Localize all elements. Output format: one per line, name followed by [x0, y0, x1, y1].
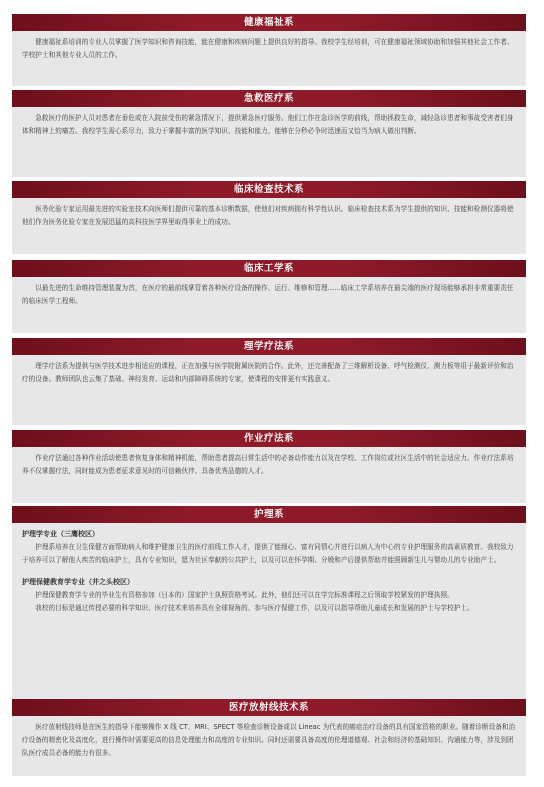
section-title: 临床工学系: [12, 260, 526, 277]
section-clinical-engineering: [12, 260, 526, 333]
section-body: [12, 277, 526, 333]
subsection-title: 护理学专业（三鹰校区）: [22, 530, 99, 538]
section-title: 临床检查技术系: [12, 181, 526, 198]
paragraph: 健康福祉系培训的专业人员掌握了医学知识和咨询技能，能在健康和疾病问题上提供良好的指导。我校学生经培训，可在健康福祉领域协助和加强其他社会工作者、学校护士和其他专业人员的工作。: [22, 38, 514, 59]
paragraph: 以最先进的生命维持管理装置为首，在医疗的最前线掌管着各种医疗设备的操作、运行、维修和管理……临床工学系培养在最尖端的医疗现场能够承担非常重要责任的临床医学工程师。: [22, 284, 514, 305]
section-nursing: [12, 506, 526, 699]
section-health-welfare: [12, 14, 526, 86]
section-body: [12, 31, 526, 86]
section-emergency-medical: [12, 90, 526, 177]
section-title: 健康福祉系: [12, 14, 526, 31]
section-clinical-lab: [12, 181, 526, 254]
section-title: 理学疗法系: [12, 338, 526, 355]
spacer: [22, 567, 516, 576]
section-radiology: [12, 699, 526, 776]
paragraph: 我校的目标是通过传授必要的科学知识、医疗技术来培养具有全球视角的、参与医疗保健工作，以及可以指导帮助儿童成长和发展的护士与学校护士。: [35, 604, 474, 612]
section-body: [12, 447, 526, 503]
section-title: 急救医疗系: [12, 90, 526, 107]
section-title: 医疗放射线技术系: [12, 699, 526, 716]
section-physical-therapy: [12, 338, 526, 425]
section-body: [12, 198, 526, 254]
paragraph: 作业疗法通过各种作业活动使患者恢复身体和精神机能，帮助患者提高日常生活中的必备动作能力以及在学校、工作岗位或社区生活中的社会适应力。作业疗法系培养不仅掌握疗法，同时能成为患者征求意见时的可信赖伙伴、具备优秀品德的人才。: [22, 454, 514, 475]
subsection-title: 护理保健教育学专业（井之头校区）: [22, 578, 134, 586]
section-body: [12, 107, 526, 177]
paragraph: 医务化验专家运用最先进的实验室技术向医师们提供可靠的基本诊断数据，使他们对疾病拥有科学性认识。临床检查技术系为学生提供的知识、技能和检测仪器将使他们作为医务化验专家在发展迅猛的高科技医学界里取得事业上的成功。: [22, 205, 514, 226]
paragraph: 理学疗法系为提供与医学技术进步相适应的课程，正在加强与医学院附属医院的合作。此外，还完善配备了三维解析设备、呼气检测仪、测力板等用于最新评价和治疗的设备。教师团队也云集了基础、神经发育、运动和内部障碍系统的专家，使课程的安排更有实践意义。: [22, 362, 514, 383]
section-title: 作业疗法系: [12, 430, 526, 447]
paragraph: 急救医疗的医护人员对患者在垂危或在入院前受伤的紧急情况下，提供紧急医疗服务。他们工作在急诊医学的前线，帮助拯救生命，减轻急诊患者和事故受害者们身体和精神上的痛苦。我校学生需心系尽力，致力于掌握丰富的医学知识、技能和能力，能够在分秒必争时迅速而又恰当为病人做出判断。: [22, 114, 514, 135]
section-body: [12, 716, 526, 776]
paragraph: 护理保健教育学专业的毕业生有资格参加（日本的）国家护士执照资格考试。此外，他们还可以在学完标准课程之后领取学校紧发的护理执照。: [35, 591, 454, 599]
section-body: [12, 523, 526, 699]
paragraph: 医疗放射线技师是在医生的指导下能够操作 X 线 CT、MRI、SPECT 等检查诊断设备或以 Lineac 为代表的癌症治疗设备的具有国家资格的职业。随着诊断设备和治疗设备的精密化及高度化，进行操作时需要更高的信息处理能力和高度的专业知识。同时还需要具备高度的伦理道德观、社会和经济的基础知识、沟通能力等，涉及到团队医疗成员必备的能力有很多。: [22, 723, 516, 757]
paragraph: 护理系培养在卫生保健方面帮助病人和维护健康卫生的医疗前线工作人才，提供了能细心、富有同情心并进行以病人为中心的专业护理服务的高素质教育。我校致力于培养可以了解他人疾苦的临床护士，具有专业知识，愿为社区奉献的公共护士，以及可以在怀孕期、分娩和产后提供帮助并能照顾新生儿与婴幼儿的专业助产士。: [22, 543, 514, 564]
section-body: [12, 355, 526, 425]
section-occupational-therapy: [12, 430, 526, 503]
section-title: 护理系: [12, 506, 526, 523]
